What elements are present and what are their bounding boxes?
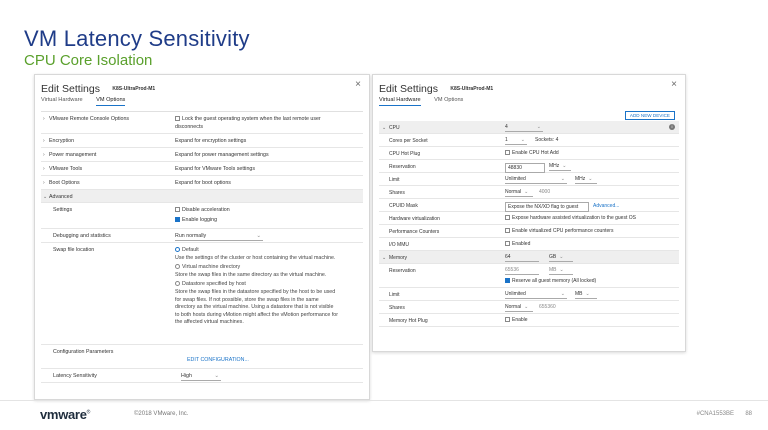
row-encryption[interactable]: [41, 134, 363, 148]
row-memory-limit: [379, 288, 679, 301]
cpu-count-select[interactable]: 4 ⌄: [505, 124, 541, 130]
swap-default-description: Use the settings of the cluster or host containing the virtual machine.: [175, 254, 336, 261]
add-new-device-button[interactable]: ADD NEW DEVICE: [625, 111, 675, 120]
row-power-management[interactable]: [41, 148, 363, 162]
row-cpu-hot-plug: [379, 147, 679, 160]
close-icon[interactable]: ×: [671, 79, 677, 90]
hardware-list: [379, 121, 679, 327]
row-label: CPU Hot Plug: [389, 151, 421, 157]
row-performance-counters: [379, 225, 679, 238]
cpu-reservation-unit-select[interactable]: MHz ⌄: [549, 163, 571, 171]
swap-datastore-description: Store the swap files in the datastore specified by the host to be used for swap files. If not possible, store the swap files in the same directory as the virtual machine. Using a datastore that is not visible to both hosts during vMotion might affect the vMotion performance for the affected virtual machines.: [175, 288, 339, 326]
memory-hot-plug-checkbox[interactable]: [505, 317, 510, 322]
chevron-down-icon[interactable]: ⌄: [382, 255, 387, 261]
dialog-tabs: [379, 97, 475, 107]
row-label: Debugging and statistics: [53, 233, 111, 239]
memory-shares-select[interactable]: Normal ⌄: [505, 304, 533, 312]
tab-vm-options[interactable]: VM Options: [96, 97, 125, 106]
swap-vmdir-description: Store the swap files in the same directory as the virtual machine.: [175, 271, 327, 278]
row-label: Memory: [389, 255, 408, 261]
iommu-checkbox[interactable]: [505, 241, 510, 246]
swap-datastore-radio[interactable]: [175, 281, 180, 286]
row-label: Limit: [389, 177, 400, 183]
tab-virtual-hardware[interactable]: Virtual Hardware: [41, 97, 83, 103]
cpuid-advanced-link[interactable]: Advanced...: [593, 203, 620, 209]
vm-name: K8S-UltraProd-M1: [450, 86, 494, 92]
row-cpu-reservation: [379, 160, 679, 173]
row-value: Expand for encryption settings: [175, 138, 247, 144]
memory-limit-select[interactable]: Unlimited ⌄: [505, 291, 565, 297]
chevron-down-icon[interactable]: ⌄: [43, 194, 48, 200]
row-label: Memory Hot Plug: [389, 318, 428, 324]
swap-vmdir-label: Virtual machine directory: [182, 264, 241, 271]
chevron-down-icon: ⌄: [524, 189, 529, 195]
memory-shares-amount: 655360: [539, 304, 556, 310]
row-label: Shares: [389, 305, 405, 311]
row-label: Limit: [389, 292, 400, 298]
chevron-down-icon: ⌄: [214, 373, 219, 379]
row-remote-console[interactable]: [41, 112, 363, 134]
dialog-tabs: [41, 97, 137, 107]
reserve-all-memory-checkbox[interactable]: [505, 278, 510, 283]
row-memory-shares: [379, 301, 679, 314]
swap-default-radio[interactable]: [175, 247, 180, 252]
row-label: Settings: [53, 207, 73, 213]
cpu-shares-amount: 4000: [539, 189, 551, 195]
row-hardware-virtualization: [379, 212, 679, 225]
vm-name: K8S-UltraProd-M1: [112, 86, 156, 92]
chevron-right-icon[interactable]: ›: [43, 116, 45, 122]
row-label: CPUID Mask: [389, 203, 418, 209]
row-boot-options[interactable]: [41, 176, 363, 190]
dialog-header: [41, 79, 363, 95]
row-label: Hardware virtualization: [389, 216, 440, 222]
edit-configuration-link[interactable]: EDIT CONFIGURATION...: [187, 357, 249, 363]
enable-logging-label: Enable logging: [182, 217, 218, 223]
slide-title: VM Latency Sensitivity: [24, 26, 250, 51]
row-label: Configuration Parameters: [53, 349, 114, 355]
row-debugging: [41, 229, 363, 243]
session-hashtag: #CNA1553BE: [696, 411, 734, 417]
row-memory[interactable]: [379, 251, 679, 264]
memory-limit-unit-select[interactable]: MB ⌄: [575, 291, 597, 299]
chevron-right-icon[interactable]: ›: [43, 166, 45, 172]
swap-datastore-label: Datastore specified by host: [182, 281, 246, 288]
row-label: Advanced: [49, 194, 73, 200]
row-memory-reservation: [379, 264, 679, 288]
lock-guest-checkbox[interactable]: [175, 116, 180, 121]
chevron-right-icon[interactable]: ›: [43, 152, 45, 158]
row-label: Cores per Socket: [389, 138, 428, 144]
edit-settings-dialog-virtual-hardware: [372, 74, 686, 352]
cores-select[interactable]: 1 ⌄: [505, 137, 525, 143]
chevron-down-icon: ⌄: [520, 137, 525, 143]
chevron-down-icon: ⌄: [562, 163, 567, 169]
enable-logging-checkbox[interactable]: [175, 217, 180, 222]
row-label: Reservation: [389, 164, 416, 170]
sockets-count: Sockets: 4: [535, 137, 559, 143]
dialog-header: [379, 79, 679, 95]
row-label: Power management: [49, 152, 97, 158]
chevron-down-icon: ⌄: [588, 176, 593, 182]
row-settings: [41, 203, 363, 229]
cpu-limit-unit-select[interactable]: MHz ⌄: [575, 176, 597, 184]
lock-guest-label: Lock the guest operating system when the last remote user disconnects: [175, 116, 321, 130]
row-label: Shares: [389, 190, 405, 196]
disable-acceleration-checkbox[interactable]: [175, 207, 180, 212]
memory-reservation-unit[interactable]: MB ⌄: [549, 267, 573, 275]
row-label: VMware Tools: [49, 166, 83, 172]
chevron-down-icon: ⌄: [536, 124, 541, 130]
page-number: 88: [745, 411, 752, 417]
disable-acceleration-label: Disable acceleration: [182, 207, 230, 213]
copyright-text: ©2018 VMware, Inc.: [134, 411, 189, 417]
swap-vmdir-radio[interactable]: [175, 264, 180, 269]
swap-default-label: Default: [182, 247, 199, 253]
row-cpuid-mask: [379, 199, 679, 212]
row-label: VMware Remote Console Options: [49, 116, 130, 122]
chevron-down-icon: ⌄: [524, 304, 529, 310]
close-icon[interactable]: ×: [355, 79, 361, 90]
row-label: Swap file location: [53, 247, 95, 253]
row-cpu-shares: [379, 186, 679, 199]
chevron-down-icon: ⌄: [585, 291, 590, 297]
row-label: CPU: [389, 125, 400, 131]
chevron-down-icon: ⌄: [559, 267, 564, 273]
memory-unit-select[interactable]: GB ⌄: [549, 254, 573, 262]
tab-vm-options[interactable]: VM Options: [434, 97, 464, 103]
cpu-reservation-input[interactable]: 48830: [505, 163, 545, 173]
perf-counters-checkbox[interactable]: [505, 228, 510, 233]
cpu-hot-add-checkbox[interactable]: [505, 150, 510, 155]
row-advanced[interactable]: [41, 190, 363, 203]
row-io-mmu: [379, 238, 679, 251]
cpu-shares-select[interactable]: Normal ⌄: [505, 189, 533, 197]
memory-size-select[interactable]: 64: [505, 254, 539, 262]
chevron-down-icon: ⌄: [560, 176, 565, 182]
row-label: Encryption: [49, 138, 75, 144]
vmware-logo: vmware®: [40, 407, 91, 422]
row-label: Boot Options: [49, 180, 80, 186]
row-cpu-limit: [379, 173, 679, 186]
iommu-label: Enabled: [512, 241, 531, 247]
row-swap-file-location: [41, 243, 363, 345]
debugging-select[interactable]: Run normally ⌄: [175, 233, 261, 239]
row-vmware-tools[interactable]: [41, 162, 363, 176]
chevron-down-icon: ⌄: [559, 254, 564, 260]
row-label: Performance Counters: [389, 229, 440, 235]
memory-reservation-input[interactable]: 65536: [505, 267, 539, 275]
row-label: Reservation: [389, 268, 416, 274]
cpuid-mask-select[interactable]: Expose the NX/XD flag to guest: [505, 202, 589, 212]
row-label: I/O MMU: [389, 242, 409, 248]
latency-sensitivity-select[interactable]: High ⌄: [181, 373, 219, 379]
row-cores-per-socket: [379, 134, 679, 147]
dialog-title: Edit Settings: [41, 83, 100, 95]
row-value: Expand for boot options: [175, 180, 231, 186]
row-label: Latency Sensitivity: [53, 373, 97, 379]
perf-counters-label: Enable virtualized CPU performance counters: [512, 228, 614, 234]
hw-virtualization-label: Expose hardware assisted virtualization to the guest OS: [512, 215, 636, 221]
hw-virtualization-checkbox[interactable]: [505, 215, 510, 220]
chevron-right-icon[interactable]: ›: [43, 180, 45, 186]
cpu-limit-select[interactable]: Unlimited ⌄: [505, 176, 565, 182]
chevron-down-icon: ⌄: [560, 291, 565, 297]
row-cpu[interactable]: [379, 121, 679, 134]
chevron-down-icon[interactable]: ⌄: [382, 125, 387, 131]
chevron-down-icon: ⌄: [256, 233, 261, 239]
memory-hot-plug-label: Enable: [512, 317, 528, 323]
cpu-hot-add-label: Enable CPU Hot Add: [512, 150, 559, 156]
reserve-all-memory-label: Reserve all guest memory (All locked): [512, 278, 597, 284]
row-memory-hot-plug: [379, 314, 679, 327]
tab-virtual-hardware[interactable]: Virtual Hardware: [379, 97, 421, 106]
row-value: Expand for VMware Tools settings: [175, 166, 255, 172]
edit-settings-dialog-vm-options: [34, 74, 370, 400]
slide-footer: [0, 400, 768, 430]
info-icon[interactable]: i: [669, 124, 675, 130]
row-value: Expand for power management settings: [175, 152, 269, 158]
dialog-title: Edit Settings: [379, 83, 438, 95]
row-latency-sensitivity: [41, 369, 363, 383]
chevron-right-icon[interactable]: ›: [43, 138, 45, 144]
slide-subtitle: CPU Core Isolation: [24, 52, 153, 69]
row-configuration-parameters: [41, 345, 363, 369]
options-list: [41, 111, 363, 383]
